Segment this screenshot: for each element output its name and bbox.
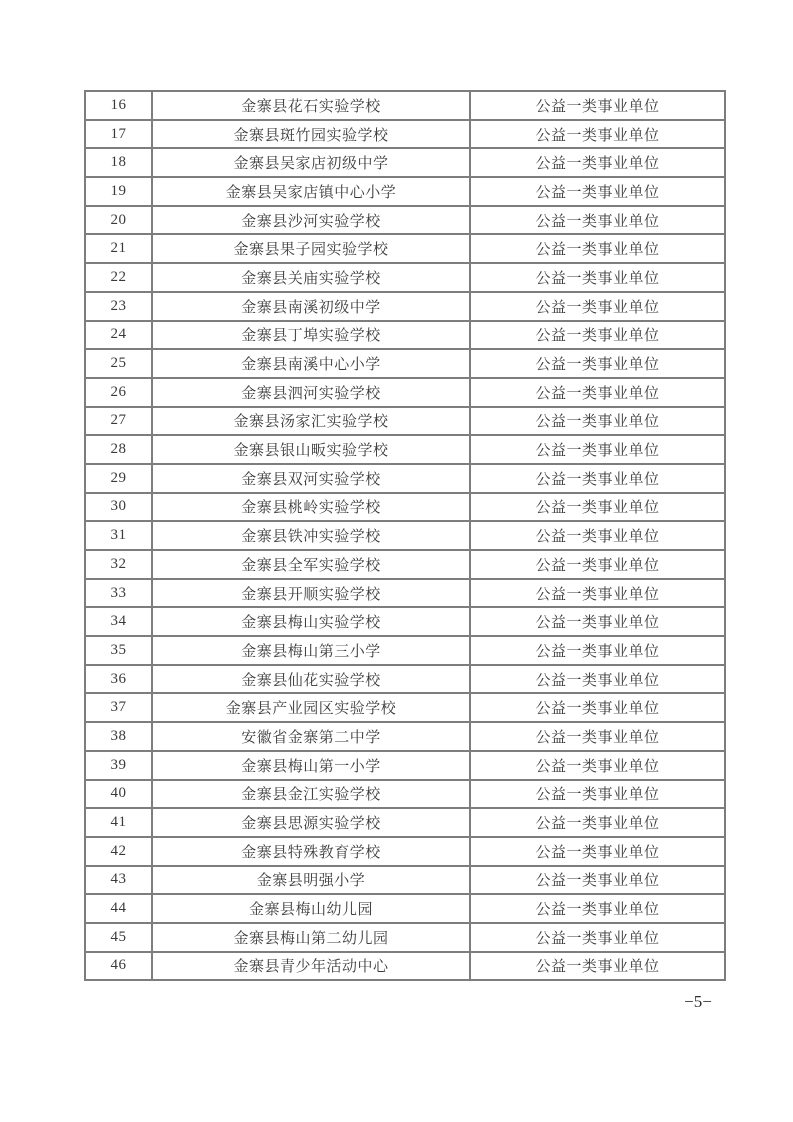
row-index: 17 <box>85 120 152 149</box>
org-name: 金寨县桃岭实验学校 <box>152 493 470 522</box>
row-index: 34 <box>85 607 152 636</box>
org-category: 公益一类事业单位 <box>470 435 725 464</box>
org-name: 金寨县双河实验学校 <box>152 464 470 493</box>
org-name: 金寨县青少年活动中心 <box>152 952 470 981</box>
table-row <box>85 780 725 809</box>
org-category: 公益一类事业单位 <box>470 780 725 809</box>
row-index: 29 <box>85 464 152 493</box>
org-name: 金寨县全军实验学校 <box>152 550 470 579</box>
row-index: 43 <box>85 866 152 895</box>
org-name: 金寨县南溪中心小学 <box>152 349 470 378</box>
row-index: 41 <box>85 808 152 837</box>
org-name: 金寨县吴家店初级中学 <box>152 148 470 177</box>
table-row <box>85 292 725 321</box>
org-name: 金寨县银山畈实验学校 <box>152 435 470 464</box>
row-index: 31 <box>85 521 152 550</box>
row-index: 21 <box>85 234 152 263</box>
org-category: 公益一类事业单位 <box>470 894 725 923</box>
table-row <box>85 263 725 292</box>
table-row <box>85 378 725 407</box>
table-row <box>85 91 725 120</box>
row-index: 33 <box>85 579 152 608</box>
table-row <box>85 521 725 550</box>
row-index: 46 <box>85 952 152 981</box>
org-name: 金寨县关庙实验学校 <box>152 263 470 292</box>
table-row <box>85 349 725 378</box>
org-category: 公益一类事业单位 <box>470 837 725 866</box>
table-row <box>85 407 725 436</box>
table-row <box>85 493 725 522</box>
org-category: 公益一类事业单位 <box>470 923 725 952</box>
row-index: 38 <box>85 722 152 751</box>
row-index: 22 <box>85 263 152 292</box>
table-row <box>85 177 725 206</box>
org-category: 公益一类事业单位 <box>470 866 725 895</box>
org-name: 金寨县特殊教育学校 <box>152 837 470 866</box>
row-index: 32 <box>85 550 152 579</box>
table-row <box>85 579 725 608</box>
org-name: 金寨县吴家店镇中心小学 <box>152 177 470 206</box>
org-table-body <box>85 91 725 980</box>
row-index: 16 <box>85 91 152 120</box>
org-category: 公益一类事业单位 <box>470 206 725 235</box>
org-category: 公益一类事业单位 <box>470 177 725 206</box>
org-name: 金寨县果子园实验学校 <box>152 234 470 263</box>
table-row <box>85 722 725 751</box>
table-row <box>85 435 725 464</box>
table-row <box>85 607 725 636</box>
row-index: 19 <box>85 177 152 206</box>
row-index: 27 <box>85 407 152 436</box>
org-category: 公益一类事业单位 <box>470 263 725 292</box>
org-category: 公益一类事业单位 <box>470 378 725 407</box>
table-row <box>85 837 725 866</box>
org-name: 金寨县铁冲实验学校 <box>152 521 470 550</box>
org-category: 公益一类事业单位 <box>470 464 725 493</box>
org-name: 金寨县仙花实验学校 <box>152 665 470 694</box>
row-index: 44 <box>85 894 152 923</box>
org-category: 公益一类事业单位 <box>470 91 725 120</box>
table-row <box>85 120 725 149</box>
org-category: 公益一类事业单位 <box>470 321 725 350</box>
table-row <box>85 148 725 177</box>
org-category: 公益一类事业单位 <box>470 292 725 321</box>
table-row <box>85 321 725 350</box>
table-row <box>85 923 725 952</box>
org-name: 金寨县金江实验学校 <box>152 780 470 809</box>
org-name: 金寨县泗河实验学校 <box>152 378 470 407</box>
org-category: 公益一类事业单位 <box>470 349 725 378</box>
row-index: 42 <box>85 837 152 866</box>
org-table <box>84 90 726 981</box>
org-name: 金寨县斑竹园实验学校 <box>152 120 470 149</box>
org-category: 公益一类事业单位 <box>470 636 725 665</box>
org-category: 公益一类事业单位 <box>470 722 725 751</box>
org-name: 金寨县开顺实验学校 <box>152 579 470 608</box>
row-index: 37 <box>85 693 152 722</box>
org-name: 金寨县明强小学 <box>152 866 470 895</box>
org-name: 金寨县汤家汇实验学校 <box>152 407 470 436</box>
org-name: 安徽省金寨第二中学 <box>152 722 470 751</box>
row-index: 45 <box>85 923 152 952</box>
org-name: 金寨县沙河实验学校 <box>152 206 470 235</box>
row-index: 28 <box>85 435 152 464</box>
org-category: 公益一类事业单位 <box>470 493 725 522</box>
table-row <box>85 751 725 780</box>
table-row <box>85 464 725 493</box>
org-category: 公益一类事业单位 <box>470 407 725 436</box>
page-number: −5− <box>684 992 712 1011</box>
row-index: 36 <box>85 665 152 694</box>
org-category: 公益一类事业单位 <box>470 579 725 608</box>
org-name: 金寨县梅山实验学校 <box>152 607 470 636</box>
table-row <box>85 234 725 263</box>
org-category: 公益一类事业单位 <box>470 665 725 694</box>
row-index: 35 <box>85 636 152 665</box>
row-index: 40 <box>85 780 152 809</box>
row-index: 39 <box>85 751 152 780</box>
org-category: 公益一类事业单位 <box>470 120 725 149</box>
org-category: 公益一类事业单位 <box>470 751 725 780</box>
table-row <box>85 636 725 665</box>
row-index: 25 <box>85 349 152 378</box>
table-row <box>85 894 725 923</box>
table-row <box>85 693 725 722</box>
org-category: 公益一类事业单位 <box>470 693 725 722</box>
org-category: 公益一类事业单位 <box>470 808 725 837</box>
row-index: 23 <box>85 292 152 321</box>
org-category: 公益一类事业单位 <box>470 550 725 579</box>
org-category: 公益一类事业单位 <box>470 952 725 981</box>
table-row <box>85 952 725 981</box>
org-category: 公益一类事业单位 <box>470 148 725 177</box>
table-row <box>85 550 725 579</box>
row-index: 24 <box>85 321 152 350</box>
row-index: 20 <box>85 206 152 235</box>
table-row <box>85 206 725 235</box>
org-name: 金寨县丁埠实验学校 <box>152 321 470 350</box>
org-category: 公益一类事业单位 <box>470 607 725 636</box>
org-category: 公益一类事业单位 <box>470 521 725 550</box>
org-name: 金寨县花石实验学校 <box>152 91 470 120</box>
org-name: 金寨县梅山第一小学 <box>152 751 470 780</box>
org-name: 金寨县梅山幼儿园 <box>152 894 470 923</box>
table-row <box>85 866 725 895</box>
org-category: 公益一类事业单位 <box>470 234 725 263</box>
org-name: 金寨县思源实验学校 <box>152 808 470 837</box>
org-name: 金寨县梅山第二幼儿园 <box>152 923 470 952</box>
row-index: 26 <box>85 378 152 407</box>
table-row <box>85 665 725 694</box>
table-row <box>85 808 725 837</box>
row-index: 18 <box>85 148 152 177</box>
org-name: 金寨县产业园区实验学校 <box>152 693 470 722</box>
row-index: 30 <box>85 493 152 522</box>
org-name: 金寨县梅山第三小学 <box>152 636 470 665</box>
org-name: 金寨县南溪初级中学 <box>152 292 470 321</box>
